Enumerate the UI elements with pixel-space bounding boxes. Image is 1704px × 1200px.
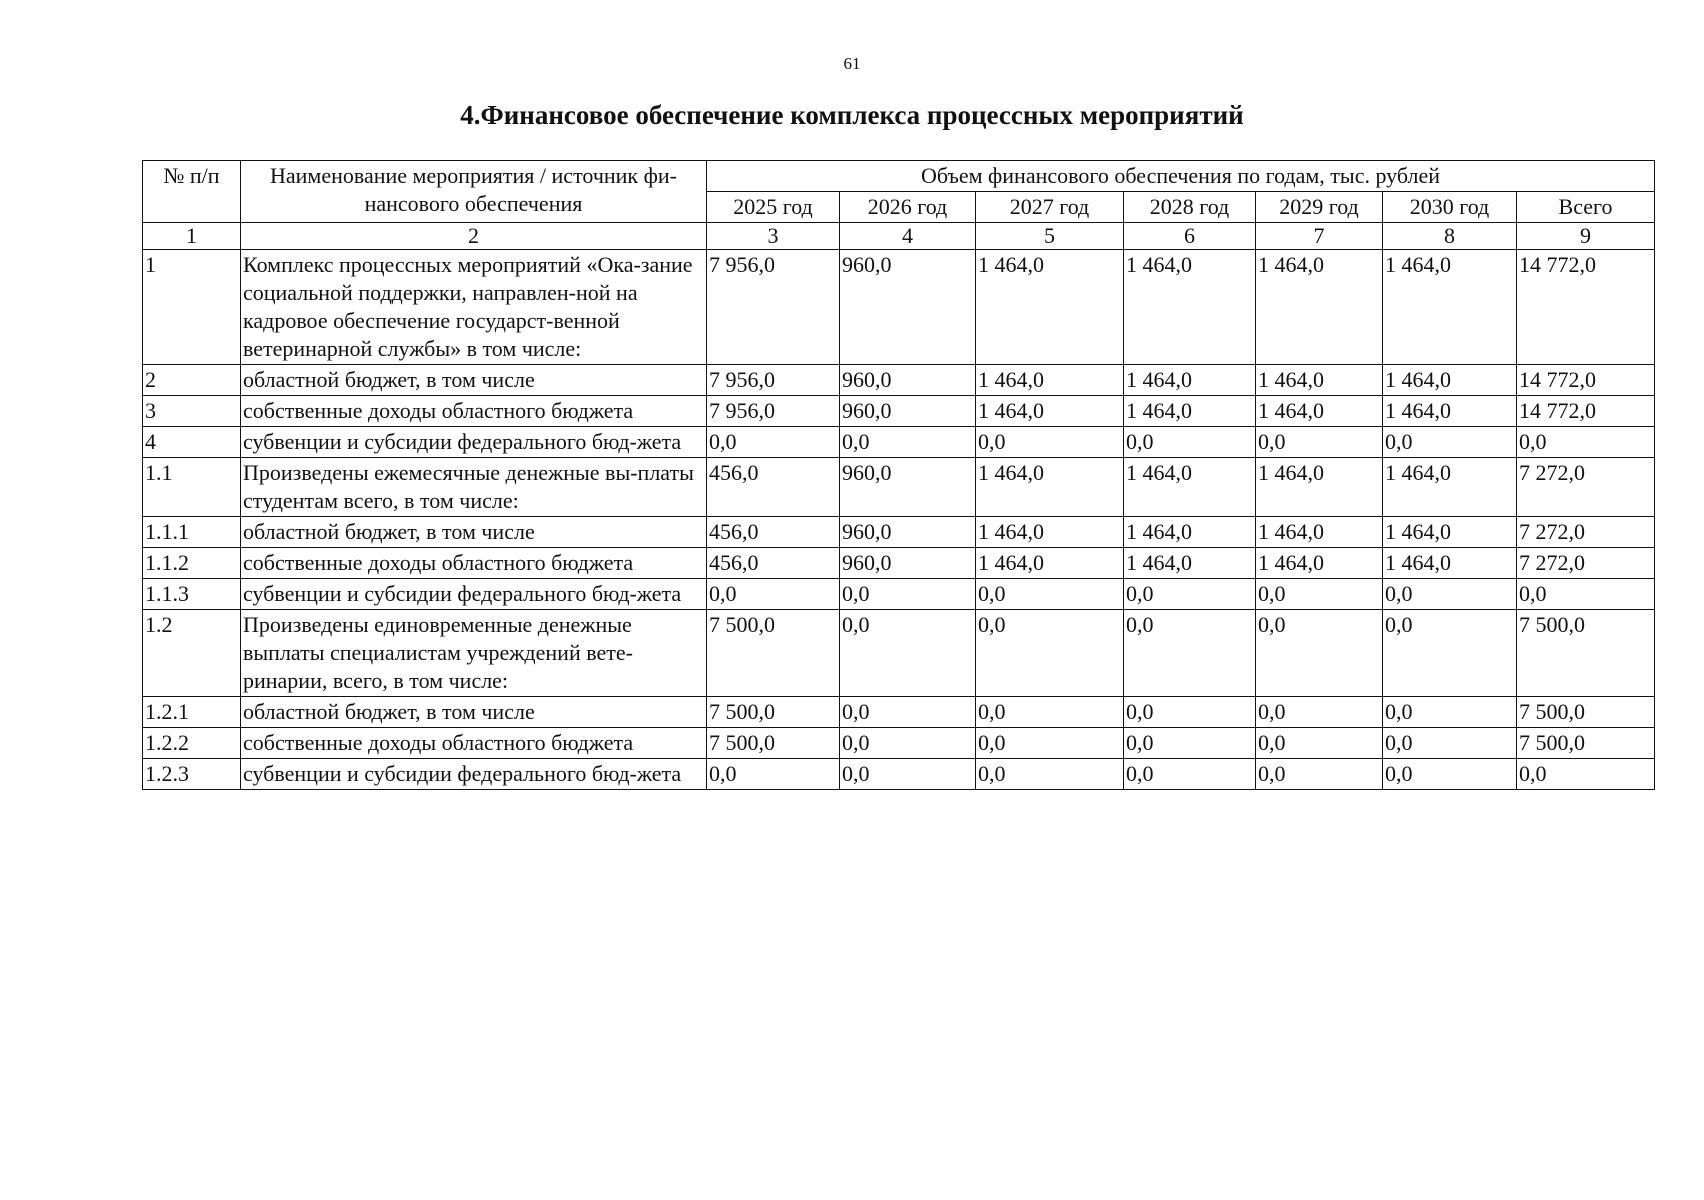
row-value: 1 464,0 — [976, 458, 1124, 517]
row-total: 14 772,0 — [1517, 396, 1655, 427]
row-value: 0,0 — [840, 697, 976, 728]
column-number: 2 — [241, 223, 707, 250]
row-name: субвенции и субсидии федерального бюд-жета — [241, 759, 707, 790]
row-value: 0,0 — [976, 759, 1124, 790]
row-total: 7 272,0 — [1517, 517, 1655, 548]
row-value: 1 464,0 — [1383, 458, 1517, 517]
financing-table — [142, 160, 1655, 790]
header-year: 2028 год — [1124, 192, 1256, 223]
row-number: 2 — [143, 365, 241, 396]
row-total: 0,0 — [1517, 759, 1655, 790]
table-row — [143, 517, 1655, 548]
row-total: 14 772,0 — [1517, 250, 1655, 365]
row-value: 0,0 — [976, 579, 1124, 610]
row-value: 0,0 — [1124, 610, 1256, 697]
row-value: 1 464,0 — [976, 396, 1124, 427]
row-value: 456,0 — [707, 458, 840, 517]
row-value: 0,0 — [976, 610, 1124, 697]
row-value: 1 464,0 — [1124, 365, 1256, 396]
row-total: 7 500,0 — [1517, 697, 1655, 728]
row-value: 0,0 — [1124, 579, 1256, 610]
row-value: 0,0 — [1383, 427, 1517, 458]
row-value: 0,0 — [1256, 759, 1383, 790]
row-value: 0,0 — [976, 427, 1124, 458]
row-value: 1 464,0 — [1256, 365, 1383, 396]
row-value: 960,0 — [840, 396, 976, 427]
row-name: областной бюджет, в том числе — [241, 365, 707, 396]
table-row — [143, 610, 1655, 697]
column-number: 6 — [1124, 223, 1256, 250]
header-total: Всего — [1517, 192, 1655, 223]
row-value: 456,0 — [707, 517, 840, 548]
row-value: 0,0 — [1256, 697, 1383, 728]
row-number: 1.1 — [143, 458, 241, 517]
row-number: 1.1.3 — [143, 579, 241, 610]
row-total: 7 272,0 — [1517, 458, 1655, 517]
row-number: 1.1.2 — [143, 548, 241, 579]
row-value: 0,0 — [1124, 427, 1256, 458]
header-name: Наименование мероприятия / источник фи-нансового обеспечения — [241, 161, 707, 223]
header-year: 2029 год — [1256, 192, 1383, 223]
column-number: 3 — [707, 223, 840, 250]
row-value: 0,0 — [1124, 759, 1256, 790]
column-number: 8 — [1383, 223, 1517, 250]
table-row — [143, 427, 1655, 458]
row-value: 1 464,0 — [1256, 548, 1383, 579]
row-value: 1 464,0 — [976, 548, 1124, 579]
row-total: 7 272,0 — [1517, 548, 1655, 579]
row-value: 7 500,0 — [707, 610, 840, 697]
row-value: 0,0 — [707, 579, 840, 610]
row-number: 1.2.3 — [143, 759, 241, 790]
row-value: 1 464,0 — [976, 517, 1124, 548]
header-volume: Объем финансового обеспечения по годам, тыс. рублей — [707, 161, 1655, 192]
row-total: 0,0 — [1517, 579, 1655, 610]
row-value: 1 464,0 — [1124, 250, 1256, 365]
column-number: 7 — [1256, 223, 1383, 250]
row-value: 1 464,0 — [1383, 365, 1517, 396]
row-name: Комплекс процессных мероприятий «Ока-зание социальной поддержки, направлен-ной на кадровое обеспечение государст-венной ветеринарной службы» в том числе: — [241, 250, 707, 365]
row-value: 0,0 — [976, 697, 1124, 728]
table-row — [143, 365, 1655, 396]
row-name: областной бюджет, в том числе — [241, 697, 707, 728]
row-number: 1.1.1 — [143, 517, 241, 548]
row-number: 3 — [143, 396, 241, 427]
header-year: 2026 год — [840, 192, 976, 223]
row-value: 0,0 — [1383, 610, 1517, 697]
row-name: Произведены единовременные денежные выплаты специалистам учреждений вете-ринарии, всего, в том числе: — [241, 610, 707, 697]
row-total: 14 772,0 — [1517, 365, 1655, 396]
row-value: 0,0 — [840, 427, 976, 458]
row-value: 0,0 — [1124, 728, 1256, 759]
row-value: 0,0 — [1383, 728, 1517, 759]
row-name: субвенции и субсидии федерального бюд-жета — [241, 579, 707, 610]
row-value: 0,0 — [1383, 759, 1517, 790]
row-value: 960,0 — [840, 365, 976, 396]
row-name: субвенции и субсидии федерального бюд-жета — [241, 427, 707, 458]
row-value: 0,0 — [1124, 697, 1256, 728]
column-number: 4 — [840, 223, 976, 250]
row-value: 1 464,0 — [1256, 458, 1383, 517]
row-value: 960,0 — [840, 548, 976, 579]
row-value: 1 464,0 — [1124, 517, 1256, 548]
column-number: 5 — [976, 223, 1124, 250]
column-number: 9 — [1517, 223, 1655, 250]
table-row — [143, 458, 1655, 517]
table-header — [143, 161, 1655, 250]
header-num: № п/п — [143, 161, 241, 223]
row-name: собственные доходы областного бюджета — [241, 728, 707, 759]
row-value: 1 464,0 — [976, 365, 1124, 396]
row-value: 0,0 — [1256, 610, 1383, 697]
row-value: 1 464,0 — [1124, 396, 1256, 427]
row-value: 7 500,0 — [707, 697, 840, 728]
row-value: 960,0 — [840, 250, 976, 365]
row-value: 1 464,0 — [1256, 250, 1383, 365]
row-value: 1 464,0 — [1383, 517, 1517, 548]
row-value: 0,0 — [840, 728, 976, 759]
row-number: 1 — [143, 250, 241, 365]
row-value: 1 464,0 — [1256, 396, 1383, 427]
row-value: 0,0 — [1256, 579, 1383, 610]
row-value: 7 956,0 — [707, 250, 840, 365]
header-year: 2025 год — [707, 192, 840, 223]
row-value: 1 464,0 — [1124, 458, 1256, 517]
row-value: 0,0 — [707, 759, 840, 790]
row-value: 456,0 — [707, 548, 840, 579]
table-row — [143, 396, 1655, 427]
row-value: 0,0 — [1383, 697, 1517, 728]
row-number: 1.2 — [143, 610, 241, 697]
table-row — [143, 548, 1655, 579]
column-number: 1 — [143, 223, 241, 250]
row-value: 0,0 — [1256, 427, 1383, 458]
table-row — [143, 579, 1655, 610]
row-total: 7 500,0 — [1517, 728, 1655, 759]
row-value: 1 464,0 — [1383, 250, 1517, 365]
table-row — [143, 728, 1655, 759]
row-number: 4 — [143, 427, 241, 458]
header-year: 2030 год — [1383, 192, 1517, 223]
row-name: Произведены ежемесячные денежные вы-платы студентам всего, в том числе: — [241, 458, 707, 517]
row-value: 1 464,0 — [1383, 396, 1517, 427]
table-row — [143, 759, 1655, 790]
row-value: 0,0 — [976, 728, 1124, 759]
row-value: 7 956,0 — [707, 396, 840, 427]
row-value: 0,0 — [1256, 728, 1383, 759]
row-value: 0,0 — [1383, 579, 1517, 610]
row-name: собственные доходы областного бюджета — [241, 548, 707, 579]
row-number: 1.2.1 — [143, 697, 241, 728]
row-value: 960,0 — [840, 517, 976, 548]
row-value: 1 464,0 — [1124, 548, 1256, 579]
table-row — [143, 697, 1655, 728]
table-body — [143, 250, 1655, 790]
row-value: 960,0 — [840, 458, 976, 517]
page-number: 61 — [843, 54, 861, 73]
row-value: 1 464,0 — [1383, 548, 1517, 579]
row-value: 7 500,0 — [707, 728, 840, 759]
header-year: 2027 год — [976, 192, 1124, 223]
row-total: 0,0 — [1517, 427, 1655, 458]
row-value: 1 464,0 — [1256, 517, 1383, 548]
row-name: областной бюджет, в том числе — [241, 517, 707, 548]
column-numbers-row — [143, 223, 1655, 250]
row-value: 0,0 — [840, 579, 976, 610]
table-row — [143, 250, 1655, 365]
page-title: 4.Финансовое обеспечение комплекса процессных мероприятий — [460, 100, 1244, 130]
row-name: собственные доходы областного бюджета — [241, 396, 707, 427]
row-number: 1.2.2 — [143, 728, 241, 759]
row-total: 7 500,0 — [1517, 610, 1655, 697]
row-value: 0,0 — [840, 610, 976, 697]
row-value: 0,0 — [840, 759, 976, 790]
row-value: 0,0 — [707, 427, 840, 458]
row-value: 1 464,0 — [976, 250, 1124, 365]
row-value: 7 956,0 — [707, 365, 840, 396]
